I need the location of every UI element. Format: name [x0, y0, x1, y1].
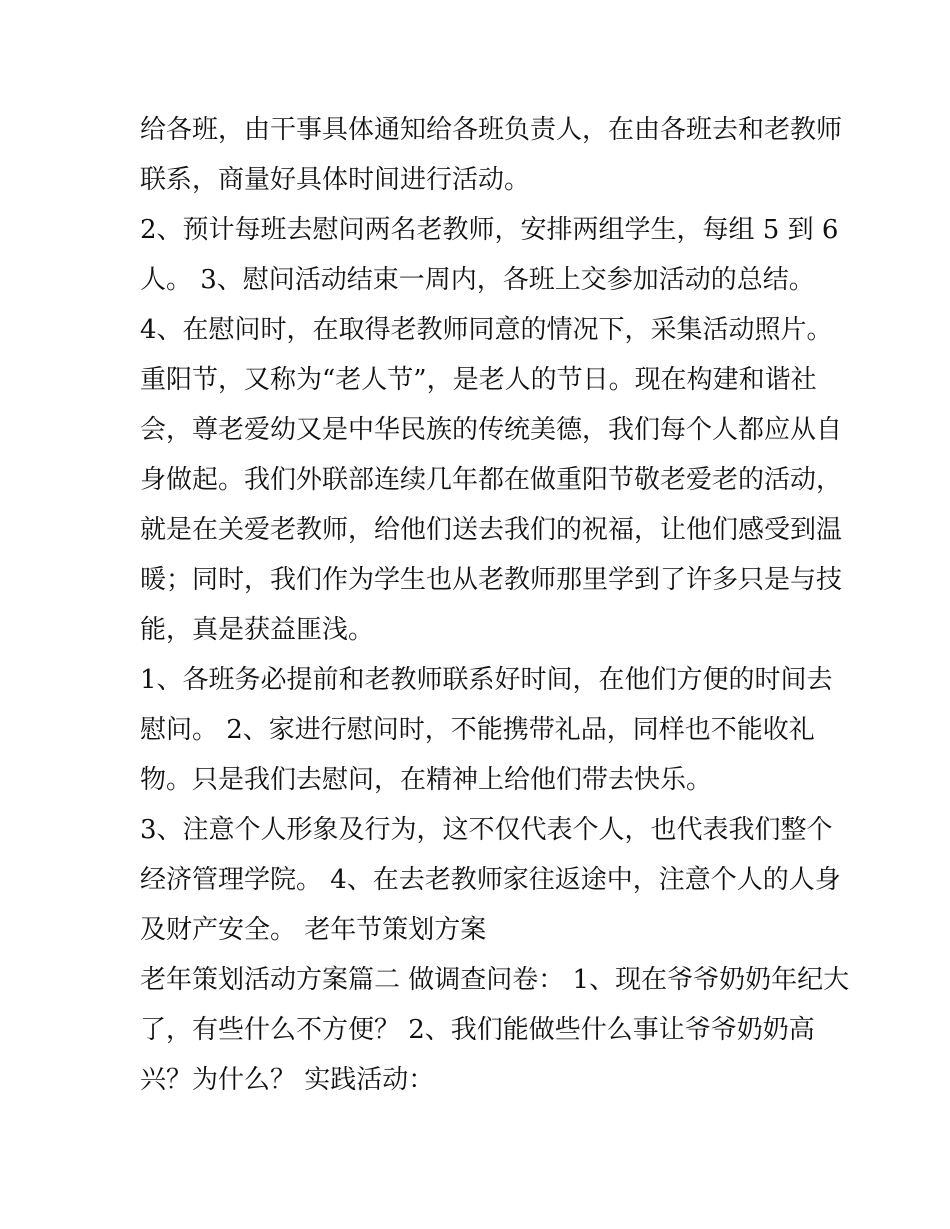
text-line: 1、各班务必提前和老教师联系好时间，在他们方便的时间去 — [140, 665, 833, 695]
text-line: 经济管理学院。 4、在去老教师家往返途中，注意个人的人身 — [140, 865, 841, 895]
text-line: 老年策划活动方案篇二 做调查问卷： 1、现在爷爷奶奶年纪大 — [140, 965, 850, 995]
text-line: 了，有些什么不方便？ 2、我们能做些什么事让爷爷奶奶高 — [140, 1015, 815, 1045]
text-line: 物。只是我们去慰问，在精神上给他们带去快乐。 — [140, 765, 713, 795]
text-line: 就是在关爱老教师，给他们送去我们的祝福，让他们感受到温 — [140, 515, 843, 545]
text-line: 重阳节，又称为“老人节”，是老人的节日。现在构建和谐社 — [140, 365, 817, 395]
text-line: 兴？为什么？ 实践活动： — [140, 1065, 435, 1095]
text-line: 2、预计每班去慰问两名老教师，安排两组学生，每组 5 到 6 — [140, 215, 839, 245]
text-line: 慰问。 2、家进行慰问时，不能携带礼品，同样也不能收礼 — [140, 715, 815, 745]
text-line: 给各班，由干事具体通知给各班负责人，在由各班去和老教师 — [140, 115, 843, 145]
text-line: 及财产安全。 老年节策划方案 — [140, 915, 487, 945]
text-line: 3、注意个人形象及行为，这不仅代表个人，也代表我们整个 — [140, 815, 833, 845]
text-line: 身做起。我们外联部连续几年都在做重阳节敬老爱老的活动， — [140, 465, 843, 495]
text-line: 会，尊老爱幼又是中华民族的传统美德，我们每个人都应从自 — [140, 415, 843, 445]
text-line: 能，真是获益匪浅。 — [140, 615, 375, 645]
text-line: 4、在慰问时，在取得老教师同意的情况下，采集活动照片。 — [140, 315, 833, 345]
text-line: 暖；同时，我们作为学生也从老教师那里学到了许多只是与技 — [140, 565, 843, 595]
text-line: 联系，商量好具体时间进行活动。 — [140, 165, 531, 195]
text-line: 人。 3、慰问活动结束一周内，各班上交参加活动的总结。 — [140, 265, 815, 295]
